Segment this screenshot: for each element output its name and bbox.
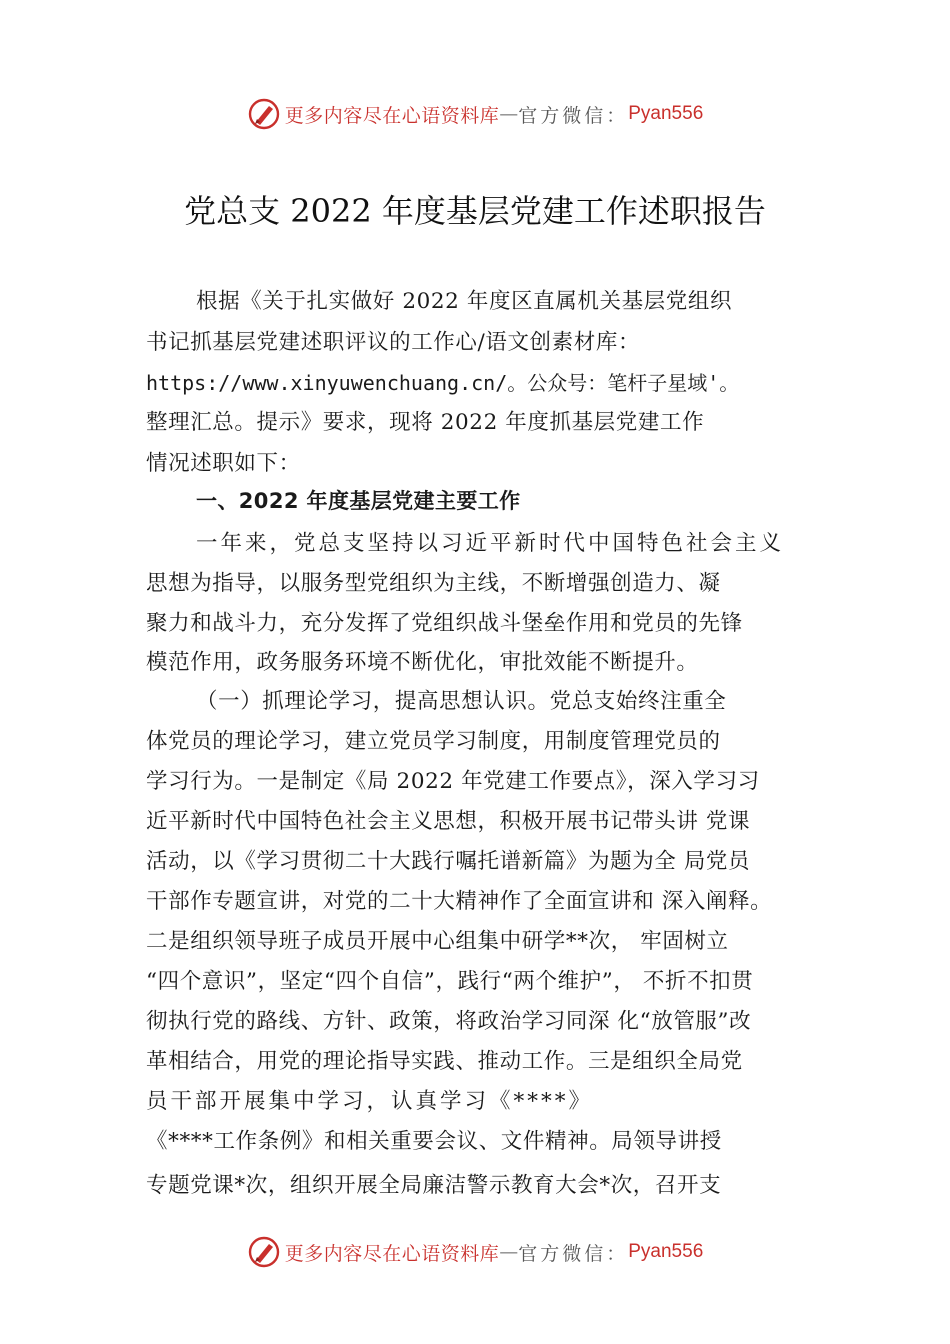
body-line: 整理汇总。提示》要求，现将 2022 年度抓基层党建工作 — [146, 410, 705, 435]
header-banner — [0, 94, 950, 134]
wechat-id: Pyan556 — [628, 1241, 704, 1262]
footer-banner — [0, 1232, 950, 1272]
body-line: 学习行为。一是制定《局 2022 年党建工作要点》，深入学习习 — [146, 769, 760, 794]
banner-separator: — — [499, 103, 519, 125]
body-line: 聚力和战斗力，充分发挥了党组织战斗堡垒作用和党员的先锋 — [146, 611, 743, 636]
body-line: 根据《关于扎实做好 2022 年度区直属机关基层党组织 — [196, 289, 733, 314]
body-line: 一年来，党总支坚持以习近平新时代中国特色社会主义 — [196, 531, 785, 556]
document-title: 党总支 2022 年度基层党建工作述职报告 — [184, 192, 766, 230]
body-line-url: https://www.xinyuwenchuang.cn/。公众号：笔杆子星域'。 — [146, 371, 740, 395]
body-line: 活动，以《学习贯彻二十大践行嘱托谱新篇》为题为全 局党员 — [146, 849, 751, 874]
wechat-label: 官方微信： — [518, 104, 629, 127]
body-line: （一）抓理论学习，提高思想认识。党总支始终注重全 — [196, 689, 727, 714]
body-line: 干部作专题宣讲，对党的二十大精神作了全面宣讲和 深入阐释。 — [146, 889, 773, 914]
body-line: 近平新时代中国特色社会主义思想，积极开展书记带头讲 党课 — [146, 809, 751, 834]
body-line: 思想为指导，以服务型党组织为主线，不断增强创造力、凝 — [146, 571, 721, 596]
body-line: 书记抓基层党建述职评议的工作心/语文创素材库： — [146, 330, 641, 355]
body-line: 员干部开展集中学习，认真学习《****》 — [146, 1089, 594, 1114]
pen-logo-icon — [247, 97, 281, 131]
body-line: 专题党课*次，组织开展全局廉洁警示教育大会*次，召开支 — [146, 1173, 722, 1198]
site-name: 更多内容尽在心语资料库 — [284, 1242, 500, 1265]
body-line: 《****工作条例》和相关重要会议、文件精神。局领导讲授 — [146, 1129, 722, 1154]
wechat-id: Pyan556 — [628, 103, 704, 124]
pen-logo-icon — [247, 1235, 281, 1269]
body-line: 二是组织领导班子成员开展中心组集中研学**次， 牢固树立 — [146, 929, 729, 954]
body-line: 模范作用，政务服务环境不断优化，审批效能不断提升。 — [146, 650, 699, 675]
body-line: 革相结合，用党的理论指导实践、推动工作。三是组织全局党 — [146, 1049, 743, 1074]
section-heading: 一、2022 年度基层党建主要工作 — [196, 489, 521, 513]
body-line: 情况述职如下： — [146, 451, 301, 476]
body-line: 彻执行党的路线、方针、政策，将政治学习同深 化“放管服”改 — [146, 1009, 752, 1034]
site-name: 更多内容尽在心语资料库 — [284, 104, 500, 127]
wechat-label: 官方微信： — [518, 1242, 629, 1265]
banner-separator: — — [499, 1241, 519, 1263]
body-line: “四个意识”，坚定“四个自信”，践行“两个维护”， 不折不扣贯 — [146, 969, 754, 994]
body-line: 体党员的理论学习，建立党员学习制度，用制度管理党员的 — [146, 729, 721, 754]
